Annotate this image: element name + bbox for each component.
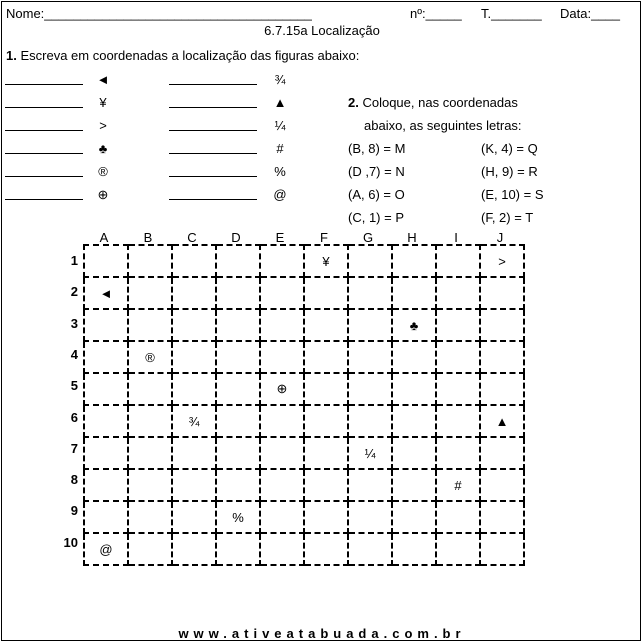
grid-row-label: 4 <box>70 346 78 362</box>
grid-row <box>84 469 524 501</box>
grid-cell[interactable] <box>348 405 392 437</box>
page-title: 6.7.15a Localização <box>264 23 380 38</box>
grid-row <box>84 405 524 437</box>
grid-cell[interactable] <box>260 405 304 437</box>
grid-row-label: 6 <box>70 409 78 425</box>
grid-cell[interactable] <box>216 533 260 565</box>
grid-cell[interactable] <box>436 533 480 565</box>
figure-symbol: ◄ <box>96 72 110 87</box>
figure-symbol: ♣ <box>98 141 108 156</box>
grid-cell[interactable] <box>392 501 436 533</box>
grid-cell[interactable]: ⊕ <box>260 373 304 405</box>
grid-row-label: 1 <box>70 253 78 268</box>
grid-cell[interactable]: ¾ <box>172 405 216 437</box>
grid-cell[interactable]: ♣ <box>392 309 436 341</box>
letter-coordinate: (H, 9) = R <box>481 164 538 179</box>
question-2-heading <box>348 95 518 110</box>
grid-cell[interactable]: % <box>216 501 260 533</box>
grid-cell[interactable] <box>348 245 392 277</box>
grid-cell[interactable] <box>348 341 392 373</box>
grid-cell[interactable]: ▲ <box>480 405 524 437</box>
figure-symbol: ® <box>98 164 108 179</box>
footer-website: www.ativeatabuada.com.br <box>178 626 466 641</box>
grid-cell[interactable] <box>172 309 216 341</box>
grid-cell[interactable] <box>392 277 436 309</box>
grid-cell[interactable] <box>260 309 304 341</box>
grid-cell[interactable] <box>84 437 128 469</box>
grid-cell[interactable] <box>480 341 524 373</box>
grid-row-label: 8 <box>70 472 78 488</box>
grid-row <box>84 373 524 405</box>
grid-cell[interactable] <box>260 501 304 533</box>
grid-cell[interactable] <box>172 501 216 533</box>
grid-cell[interactable] <box>480 309 524 341</box>
grid-cell[interactable] <box>216 405 260 437</box>
letter-coordinate: (E, 10) = S <box>481 187 544 202</box>
grid-cell[interactable] <box>172 469 216 501</box>
grid-cell[interactable] <box>392 405 436 437</box>
grid-cell[interactable] <box>304 405 348 437</box>
figure-symbol: % <box>274 164 286 179</box>
grid-cell[interactable] <box>392 469 436 501</box>
grid-cell[interactable] <box>260 341 304 373</box>
grid-row-label: 7 <box>70 440 78 456</box>
grid-column-label: C <box>187 230 197 245</box>
grid-cell[interactable] <box>216 245 260 277</box>
grid-cell[interactable] <box>392 245 436 277</box>
answer-blank-left[interactable] <box>5 130 83 131</box>
grid-cell[interactable] <box>392 373 436 405</box>
letter-coordinate: (K, 4) = Q <box>481 141 538 156</box>
grid-row-label: 5 <box>70 378 78 394</box>
grid-cell[interactable] <box>128 533 172 565</box>
grid-column-label: J <box>496 230 504 245</box>
grid-cell[interactable] <box>260 277 304 309</box>
grid-cell[interactable] <box>304 277 348 309</box>
grid-row-label: 10 <box>63 534 78 550</box>
grid-cell[interactable] <box>436 405 480 437</box>
grid-row <box>84 533 524 565</box>
grid-cell[interactable] <box>348 277 392 309</box>
grid-cell[interactable] <box>260 245 304 277</box>
grid-cell[interactable] <box>304 469 348 501</box>
class-field: T._______ <box>481 6 542 21</box>
grid-row <box>84 437 524 469</box>
letter-coordinate: (B, 8) = M <box>348 141 406 156</box>
grid-cell[interactable] <box>392 341 436 373</box>
grid-cell[interactable] <box>348 501 392 533</box>
grid-row <box>84 245 524 277</box>
figure-symbol: ▲ <box>273 95 287 110</box>
grid-cell[interactable] <box>480 277 524 309</box>
grid-cell[interactable] <box>392 437 436 469</box>
grid-cell[interactable] <box>216 277 260 309</box>
grid-cell[interactable]: ◄ <box>84 277 128 309</box>
grid-cell[interactable] <box>348 533 392 565</box>
name-field: Nome:_____________________________________ <box>6 6 312 21</box>
grid-cell[interactable] <box>84 469 128 501</box>
grid-cell[interactable] <box>304 533 348 565</box>
grid-row <box>84 309 524 341</box>
question-1-text: Escreva em coordenadas a localização das figuras abaixo: <box>20 48 360 63</box>
grid-cell[interactable] <box>260 437 304 469</box>
number-field: nº:_____ <box>410 6 462 21</box>
grid-column-label: F <box>320 230 328 245</box>
grid-cell[interactable] <box>480 437 524 469</box>
answer-blank-right[interactable] <box>169 107 257 108</box>
grid-cell[interactable] <box>84 373 128 405</box>
grid-column-label: I <box>454 230 458 245</box>
date-field: Data:____ <box>560 6 620 21</box>
grid-cell[interactable] <box>216 341 260 373</box>
answer-blank-left[interactable] <box>5 153 83 154</box>
grid-cell[interactable] <box>436 373 480 405</box>
grid-row-label: 3 <box>70 315 78 331</box>
grid-column-label: G <box>362 230 374 245</box>
question-1-heading <box>6 48 359 63</box>
grid-cell[interactable] <box>480 373 524 405</box>
grid-cell[interactable]: ® <box>128 341 172 373</box>
figure-symbol: ˃ <box>99 118 107 133</box>
grid-row <box>84 277 524 309</box>
grid-cell[interactable] <box>304 501 348 533</box>
letter-coordinate: (A, 6) = O <box>348 187 405 202</box>
grid-cell[interactable] <box>128 277 172 309</box>
grid-cell[interactable] <box>436 341 480 373</box>
answer-blank-right[interactable] <box>169 130 257 131</box>
letter-coordinate: (F, 2) = T <box>481 210 534 225</box>
grid-cell[interactable] <box>216 437 260 469</box>
letter-coordinate: (D ,7) = N <box>348 164 405 179</box>
grid-cell[interactable] <box>84 309 128 341</box>
question-2-line1: Coloque, nas coordenadas <box>362 95 518 110</box>
grid-cell[interactable] <box>128 437 172 469</box>
grid-cell[interactable] <box>304 437 348 469</box>
grid-cell[interactable] <box>480 469 524 501</box>
grid-cell[interactable] <box>172 245 216 277</box>
grid-column-label: B <box>143 230 153 245</box>
answer-blank-left[interactable] <box>5 84 83 85</box>
grid-cell[interactable] <box>216 373 260 405</box>
grid-row-label: 2 <box>70 284 78 300</box>
grid-cell[interactable]: ¼ <box>348 437 392 469</box>
answer-blank-right[interactable] <box>169 84 257 85</box>
letter-coordinate: (C, 1) = P <box>348 210 404 225</box>
grid-row-label: 9 <box>70 503 78 519</box>
figure-symbol: ¾ <box>274 72 286 87</box>
grid-column-label: A <box>99 230 109 245</box>
answer-blank-left[interactable] <box>5 199 83 200</box>
grid-cell[interactable] <box>304 341 348 373</box>
grid-cell[interactable] <box>480 501 524 533</box>
grid-cell[interactable] <box>172 373 216 405</box>
grid-cell[interactable] <box>84 405 128 437</box>
grid-row <box>84 341 524 373</box>
grid-cell[interactable] <box>128 501 172 533</box>
question-2-line2: abaixo, as seguintes letras: <box>364 118 522 133</box>
grid-cell[interactable] <box>392 533 436 565</box>
figure-symbol: # <box>276 141 284 156</box>
grid-column-label: E <box>275 230 285 245</box>
answer-blank-right[interactable] <box>169 153 257 154</box>
grid-cell[interactable] <box>128 309 172 341</box>
grid-column-label: H <box>407 230 417 245</box>
answer-blank-right[interactable] <box>169 199 257 200</box>
question-2-number: 2. <box>348 95 359 110</box>
grid-column-label: D <box>231 230 241 245</box>
grid-cell[interactable] <box>436 501 480 533</box>
grid-cell[interactable] <box>216 469 260 501</box>
answer-blank-right[interactable] <box>169 176 257 177</box>
grid-cell[interactable] <box>348 469 392 501</box>
grid-cell[interactable] <box>216 309 260 341</box>
grid-cell[interactable] <box>304 309 348 341</box>
grid-cell[interactable] <box>304 373 348 405</box>
grid-cell[interactable]: @ <box>84 533 128 565</box>
grid-cell[interactable]: ˃ <box>480 245 524 277</box>
grid-cell[interactable] <box>348 373 392 405</box>
figure-symbol: ¼ <box>274 118 286 133</box>
grid-cell[interactable] <box>172 533 216 565</box>
grid-cell[interactable] <box>436 245 480 277</box>
question-1-number: 1. <box>6 48 17 63</box>
grid-cell[interactable]: ¥ <box>304 245 348 277</box>
figure-symbol: @ <box>273 187 287 202</box>
figure-symbol: ¥ <box>99 95 107 110</box>
grid-cell[interactable] <box>172 277 216 309</box>
grid-cell[interactable] <box>84 501 128 533</box>
grid-cell[interactable]: # <box>436 469 480 501</box>
answer-blank-left[interactable] <box>5 176 83 177</box>
grid-cell[interactable] <box>480 533 524 565</box>
coordinate-grid <box>83 244 525 566</box>
grid-cell[interactable] <box>436 309 480 341</box>
grid-cell[interactable] <box>128 373 172 405</box>
grid-cell[interactable] <box>260 533 304 565</box>
grid-cell[interactable] <box>128 245 172 277</box>
figure-symbol: ⊕ <box>97 187 109 202</box>
grid-cell[interactable] <box>128 469 172 501</box>
grid-cell[interactable] <box>260 469 304 501</box>
grid-cell[interactable] <box>128 405 172 437</box>
grid-cell[interactable] <box>348 309 392 341</box>
grid-cell[interactable] <box>436 277 480 309</box>
grid-cell[interactable] <box>172 437 216 469</box>
grid-row <box>84 501 524 533</box>
answer-blank-left[interactable] <box>5 107 83 108</box>
grid-cell[interactable] <box>436 437 480 469</box>
grid-cell[interactable] <box>84 341 128 373</box>
grid-cell[interactable] <box>172 341 216 373</box>
grid-cell[interactable] <box>84 245 128 277</box>
